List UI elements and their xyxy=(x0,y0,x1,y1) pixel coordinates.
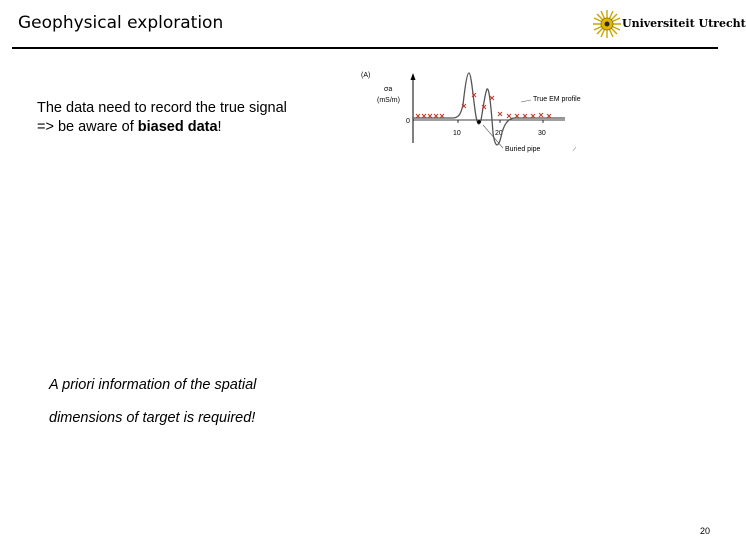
a-priori-note xyxy=(49,369,256,435)
body-line-2-suffix: ! xyxy=(217,119,222,135)
body-line-1: The data need to record the true signal xyxy=(37,100,287,116)
sun-emblem-icon xyxy=(592,8,622,40)
header-divider xyxy=(12,47,718,49)
note-line-2: dimensions of target is required! xyxy=(49,410,256,426)
y-axis-arrow-icon xyxy=(411,73,416,80)
logo-text: Universiteit Utrecht xyxy=(622,17,746,30)
university-logo xyxy=(592,8,746,40)
x-tick-label-30: 30 xyxy=(538,130,546,137)
slide-title: Geophysical exploration xyxy=(18,13,224,33)
em-profile-figure xyxy=(355,65,605,160)
curve-label: True EM profile xyxy=(533,96,581,103)
body-text xyxy=(37,99,287,137)
figure-stray-mark xyxy=(573,147,576,151)
y-axis-zero: 0 xyxy=(406,118,410,125)
curve-label-leader xyxy=(521,100,531,102)
biased-data-emphasis: biased data xyxy=(137,119,218,135)
page-number: 20 xyxy=(700,526,711,536)
x-tick-label-10: 10 xyxy=(453,130,461,137)
x-tick-label-20: 20 xyxy=(495,130,503,137)
note-line-1: A priori information of the spatial xyxy=(49,377,257,393)
body-line-2 xyxy=(37,118,287,137)
body-line-2-prefix: => be aware of xyxy=(37,119,138,135)
buried-pipe-marker xyxy=(477,120,481,124)
pipe-label: Buried pipe xyxy=(505,146,541,153)
y-axis-unit: (mS/m) xyxy=(377,97,400,104)
y-axis-symbol: σa xyxy=(384,86,393,93)
panel-label: (A) xyxy=(361,72,371,79)
